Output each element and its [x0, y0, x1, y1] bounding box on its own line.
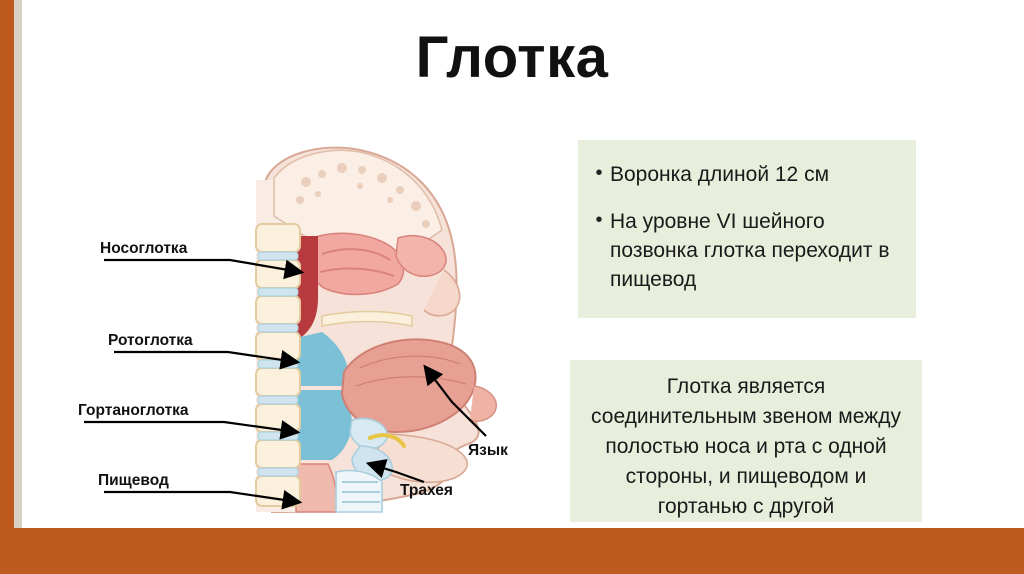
head-neck-sagittal-illustration: [60, 120, 560, 520]
summary-panel: Глотка является соединительным звеном между полостью носа и рта с одной стороны, и пищеводом и гортанью с другой: [570, 360, 922, 522]
bullet-marker-icon: •: [595, 162, 603, 184]
bullet-text: На уровне VI шейного позвонка глотка переходит в пищевод: [610, 210, 890, 291]
bullet-marker-icon: •: [595, 209, 603, 231]
label-esophagus: Пищевод: [98, 472, 169, 489]
anatomy-figure: [60, 120, 560, 520]
page-title: Глотка: [415, 25, 609, 90]
label-oropharynx: Ротоглотка: [108, 332, 193, 349]
list-item: [588, 207, 900, 294]
esophagus-region: [296, 464, 337, 512]
list-item: [588, 160, 900, 189]
label-laryngopharynx: Гортаноглотка: [78, 402, 189, 419]
label-nasopharynx: Носоглотка: [100, 240, 188, 257]
bottom-accent-bar: [0, 528, 1024, 574]
bullet-text: Воронка длиной 12 см: [610, 163, 830, 186]
label-tongue: Язык: [468, 442, 508, 459]
bullets-panel: [578, 140, 916, 318]
label-trachea: Трахея: [400, 482, 453, 499]
